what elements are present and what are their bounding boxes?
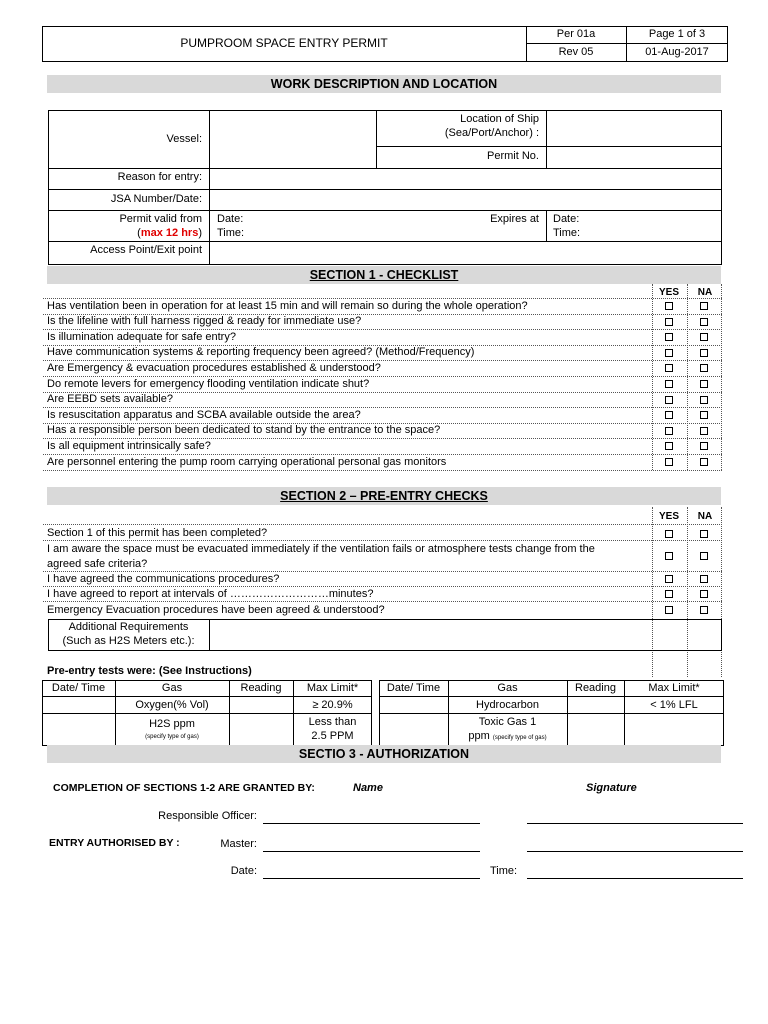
max-hours-close: ) [198, 227, 202, 239]
expires-at-label: Expires at [490, 213, 539, 225]
s1-item-7-na-checkbox[interactable] [700, 396, 708, 404]
valid-from-time-label: Time: [217, 227, 245, 239]
s1-item-9-na-checkbox[interactable] [700, 427, 708, 435]
s2-item-4: I have agreed to report at intervals of ………………………minutes? [47, 588, 374, 600]
s1-item-4-yes-checkbox[interactable] [665, 349, 673, 357]
section2-yes-header: YES [658, 511, 679, 522]
form-code: Per 01a [556, 28, 596, 40]
revision: Rev 05 [558, 46, 594, 58]
master-signature-line[interactable] [527, 851, 743, 852]
h2s-max-1: Less than [308, 716, 357, 728]
s1-item-6-yes-checkbox[interactable] [665, 380, 673, 388]
h2s-max-2: 2.5 PPM [311, 730, 354, 742]
toxic-gas-label-1: Toxic Gas 1 [478, 716, 537, 728]
jsa-label: JSA Number/Date: [110, 193, 202, 205]
additional-requirements-field[interactable] [210, 620, 721, 650]
s1-item-6: Do remote levers for emergency flooding ventilation indicate shut? [47, 377, 370, 390]
responsible-officer-signature-line[interactable] [527, 823, 743, 824]
s1-item-5: Are Emergency & evacuation procedures established & understood? [47, 361, 381, 374]
location-label-1: Location of Ship [460, 113, 539, 125]
reason-field[interactable] [210, 169, 721, 189]
reason-label: Reason for entry: [117, 171, 202, 183]
s1-item-1-na-checkbox[interactable] [700, 302, 708, 310]
section1-heading: SECTION 1 - CHECKLIST [47, 266, 721, 284]
section1-yes-header: YES [658, 287, 679, 298]
page-number: Page 1 of 3 [648, 28, 706, 40]
s1-item-8-na-checkbox[interactable] [700, 411, 708, 419]
s1-item-2-yes-checkbox[interactable] [665, 318, 673, 326]
s1-item-6-na-checkbox[interactable] [700, 380, 708, 388]
toxic-gas-datetime-field[interactable] [380, 714, 448, 745]
hydrocarbon-reading-field[interactable] [568, 697, 624, 713]
signature-column-label: Signature [586, 782, 637, 794]
max-hours-value: max 12 hrs [140, 227, 199, 239]
section3-heading: SECTIO 3 - AUTHORIZATION [47, 745, 721, 763]
s1-item-4-na-checkbox[interactable] [700, 349, 708, 357]
expires-time-label: Time: [553, 227, 581, 239]
name-column-label: Name [353, 782, 383, 794]
s1-item-9-yes-checkbox[interactable] [665, 427, 673, 435]
s2-item-2-yes-checkbox[interactable] [665, 552, 673, 560]
s1-item-3: Is illumination adequate for safe entry? [47, 330, 236, 343]
tests-right-col-reading: Reading [575, 682, 616, 694]
oxygen-datetime-field[interactable] [43, 697, 115, 713]
s1-item-1: Has ventilation been in operation for at least 15 min and will remain so during the whole operation? [47, 299, 528, 312]
additional-requirements-label-2: (Such as H2S Meters etc.): [62, 635, 195, 647]
s1-item-11-yes-checkbox[interactable] [665, 458, 673, 466]
s1-item-9: Has a responsible person been dedicated to stand by the entrance to the space? [47, 424, 441, 437]
s1-item-1-yes-checkbox[interactable] [665, 302, 673, 310]
completion-granted-label: COMPLETION OF SECTIONS 1-2 ARE GRANTED BY: [53, 782, 315, 794]
section2-heading: SECTION 2 – PRE-ENTRY CHECKS [47, 487, 721, 505]
jsa-field[interactable] [210, 190, 721, 210]
toxic-gas-max-field[interactable] [625, 714, 723, 745]
additional-requirements-label-1: Additional Requirements [68, 621, 189, 633]
s1-item-7-yes-checkbox[interactable] [665, 396, 673, 404]
s1-item-5-na-checkbox[interactable] [700, 364, 708, 372]
hydrocarbon-max: < 1% LFL [650, 699, 698, 711]
s2-item-3-na-checkbox[interactable] [700, 575, 708, 583]
s1-item-10: Is all equipment intrinsically safe? [47, 439, 211, 452]
s1-item-4: Have communication systems & reporting frequency been agreed? (Method/Frequency) [47, 346, 475, 359]
tests-right-col-gas: Gas [497, 682, 518, 694]
vessel-label: Vessel: [166, 133, 202, 145]
tests-left-col-gas: Gas [161, 682, 183, 694]
section2-na-header: NA [697, 511, 713, 522]
s2-item-1-yes-checkbox[interactable] [665, 530, 673, 538]
s1-item-10-na-checkbox[interactable] [700, 442, 708, 450]
s2-item-2-line-1: I am aware the space must be evacuated immediately if the ventilation fails or atmosphere tests change from the [47, 543, 595, 555]
s2-item-3: I have agreed the communications procedures? [47, 573, 280, 585]
s1-item-10-yes-checkbox[interactable] [665, 442, 673, 450]
responsible-officer-label: Responsible Officer: [158, 810, 257, 822]
s2-item-4-na-checkbox[interactable] [700, 590, 708, 598]
tests-right-col-datetime: Date/ Time [386, 682, 441, 694]
s1-item-8-yes-checkbox[interactable] [665, 411, 673, 419]
max-hours-open: ( [137, 227, 141, 239]
access-point-field[interactable] [210, 242, 721, 265]
s2-item-2-line-2: agreed safe criteria? [47, 558, 148, 570]
oxygen-reading-field[interactable] [230, 697, 293, 713]
max-hours-note [48, 227, 202, 240]
s2-item-5-yes-checkbox[interactable] [665, 606, 673, 614]
hydrocarbon-gas: Hydrocarbon [476, 699, 539, 711]
time-label: Time: [490, 865, 518, 877]
s2-item-4-yes-checkbox[interactable] [665, 590, 673, 598]
s1-item-11: Are personnel entering the pump room carrying operational personal gas monitors [47, 455, 447, 468]
tests-left-col-max: Max Limit* [306, 682, 359, 694]
section1-na-header: NA [697, 287, 713, 298]
s2-item-3-yes-checkbox[interactable] [665, 575, 673, 583]
s2-item-1: Section 1 of this permit has been completed? [47, 527, 268, 539]
h2s-note: (specify type of gas) [145, 734, 199, 740]
location-field[interactable] [547, 111, 721, 146]
master-name-line[interactable] [263, 851, 480, 852]
master-label: Master: [220, 838, 257, 850]
s1-item-2-na-checkbox[interactable] [700, 318, 708, 326]
oxygen-gas: Oxygen(% Vol) [135, 699, 209, 711]
vessel-field[interactable] [210, 111, 376, 168]
time-line[interactable] [527, 878, 743, 879]
s2-item-5: Emergency Evacuation procedures have been agreed & understood? [47, 604, 385, 616]
tests-heading: Pre-entry tests were: (See Instructions) [47, 665, 252, 677]
access-point-label: Access Point/Exit point [90, 244, 202, 256]
toxic-gas-reading-field[interactable] [568, 714, 624, 745]
s1-item-7: Are EEBD sets available? [47, 393, 173, 406]
toxic-gas-unit: ppm [468, 730, 490, 742]
hydrocarbon-datetime-field[interactable] [380, 697, 448, 713]
date-label: Date: [230, 865, 257, 877]
entry-authorised-label: ENTRY AUTHORISED BY : [49, 837, 180, 849]
toxic-gas-note: (specify type of gas) [492, 735, 547, 741]
s1-item-8: Is resuscitation apparatus and SCBA available outside the area? [47, 408, 361, 421]
revision-date: 01-Aug-2017 [645, 46, 709, 58]
valid-from-date-label: Date: [217, 213, 244, 225]
h2s-reading-field[interactable] [230, 714, 293, 745]
tests-left-col-reading: Reading [240, 682, 282, 694]
date-line[interactable] [263, 878, 480, 879]
expires-date-label: Date: [553, 213, 580, 225]
toxic-gas-label-2 [448, 730, 567, 743]
tests-right-col-max: Max Limit* [648, 682, 700, 694]
page-title: PUMPROOM SPACE ENTRY PERMIT [180, 36, 388, 50]
location-label-2: (Sea/Port/Anchor) : [444, 127, 539, 139]
oxygen-max: ≥ 20.9% [312, 699, 353, 711]
work-description-heading: WORK DESCRIPTION AND LOCATION [47, 75, 721, 93]
tests-left-col-datetime: Date/ Time [51, 682, 106, 694]
s1-item-5-yes-checkbox[interactable] [665, 364, 673, 372]
s1-item-11-na-checkbox[interactable] [700, 458, 708, 466]
s1-item-3-yes-checkbox[interactable] [665, 333, 673, 341]
s1-item-2: Is the lifeline with full harness rigged & ready for immediate use? [47, 315, 362, 328]
permit-no-label: Permit No. [487, 150, 539, 162]
permit-no-field[interactable] [547, 147, 721, 168]
s2-item-5-na-checkbox[interactable] [700, 606, 708, 614]
h2s-datetime-field[interactable] [43, 714, 115, 745]
valid-from-label: Permit valid from [119, 213, 202, 225]
s1-item-3-na-checkbox[interactable] [700, 333, 708, 341]
h2s-gas: H2S ppm [149, 718, 195, 730]
s2-item-2-na-checkbox[interactable] [700, 552, 708, 560]
s2-item-1-na-checkbox[interactable] [700, 530, 708, 538]
responsible-officer-name-line[interactable] [263, 823, 480, 824]
